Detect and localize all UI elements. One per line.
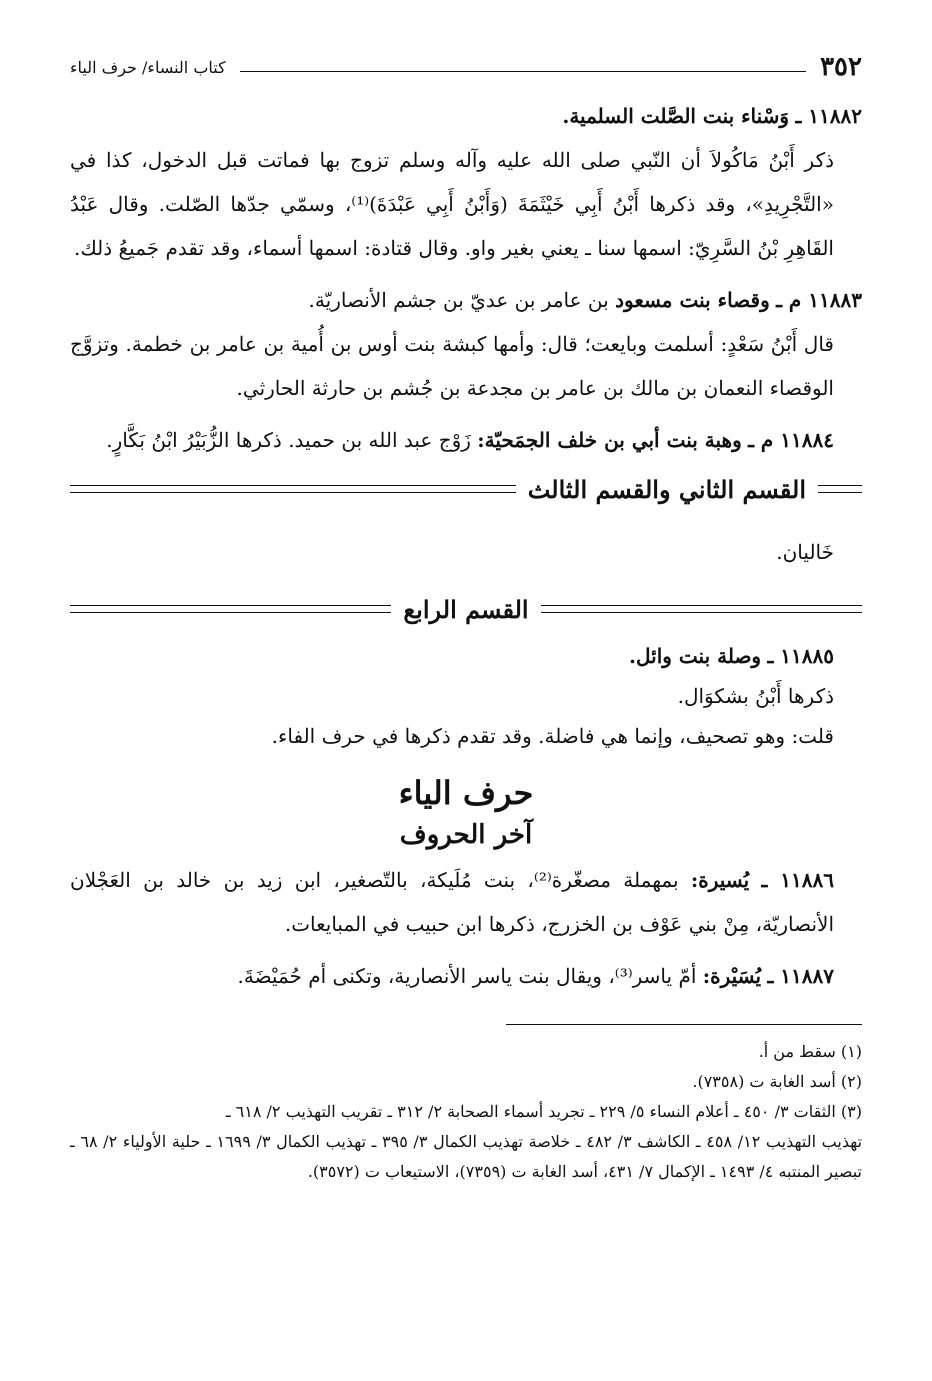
section-divider-fourth — [70, 586, 862, 632]
entry-11882-heading — [70, 94, 862, 138]
entry-text: أمّ ياسر⁽³⁾، ويقال بنت ياسر الأنصارية، وتكنى أم حُمَيْضَةَ. — [237, 964, 697, 988]
entry-number: ١١٨٨٦ ـ — [761, 868, 835, 892]
entry-number: ١١٨٨٢ ـ — [795, 104, 862, 128]
entry-number: ١١٨٨٣ م ـ — [776, 288, 862, 312]
entry-text: زَوْج عبد الله بن حميد. ذكرها الزُّبَيْرُ ابْنُ بَكَّارٍ. — [106, 428, 471, 452]
section-divider-second-third — [70, 466, 862, 512]
entry-number: ١١٨٨٥ ـ — [767, 644, 834, 668]
letter-subheading: آخر الحروف — [399, 820, 533, 850]
entry-name: وَسْناء بنت الصَّلت السلمية. — [562, 104, 790, 128]
entry-11884 — [70, 418, 862, 462]
entry-11883-text: قال أَبْنُ سَعْدٍ: أسلمت وبايعت؛ قال: وأمها كبشة بنت أوس بن أُمية بن عامر بن خطمة. وتزوَّج الوقصاء النعمان بن مالك بن عامر بن مجدعة بن جُشم بن حارثة الحارثي. — [70, 332, 834, 400]
entry-name: وهبة بنت أبي بن خلف الجمَحيّة: — [477, 428, 742, 452]
running-header — [70, 48, 862, 86]
entry-name: وقصاء بنت مسعود — [615, 288, 770, 312]
section-title: القسم الثاني والقسم الثالث — [527, 474, 806, 504]
entry-11887 — [70, 954, 862, 998]
double-rule — [70, 485, 516, 493]
entry-number: ١١٨٨٤ م ـ — [748, 428, 834, 452]
header-rule — [240, 71, 806, 72]
footnote-3-continuation: تهذيب التهذيب ١٢/ ٤٥٨ ـ الكاشف ٣/ ٤٨٢ ـ خلاصة تهذيب الكمال ٣/ ٣٩٥ ـ تهذيب الكمال ٣/ ١٦٩٩ ـ حلية الأولياء ٢/ ٦٨ ـ تبصير المنتبه ٤/ ١٤٩٣ ـ الإكمال ٧/ ٤٣١، أسد الغابة ت (٧٣٥٩)، الاستيعاب ت (٣٥٧٢). — [70, 1132, 863, 1181]
double-rule — [70, 605, 391, 613]
empty-sections-note: خَاليان. — [776, 540, 834, 564]
section-title: القسم الرابع — [403, 594, 529, 624]
footnote-2: (٢) أسد الغابة ت (٧٣٥٨). — [692, 1072, 862, 1091]
double-rule — [541, 605, 862, 613]
entry-name: وصلة بنت وائل. — [629, 644, 762, 668]
entry-number: ١١٨٨٧ ـ — [767, 964, 834, 988]
entry-name: يُسَيْرة: — [702, 964, 762, 988]
running-title: كتاب النساء/ حرف الياء — [70, 57, 226, 77]
entry-11886 — [70, 858, 862, 946]
entry-11883-heading — [70, 278, 862, 322]
entry-11885-line1: ذكرها أَبْنُ بشكوَال. — [677, 684, 834, 708]
book-page — [70, 48, 862, 1187]
entry-11885-line2: قلت: وهو تصحيف، وإنما هي فاضلة. وقد تقدم ذكرها في حرف الفاء. — [271, 724, 834, 748]
entry-name: يُسيرة: — [690, 868, 750, 892]
double-rule — [818, 485, 862, 493]
footnote-rule — [506, 1024, 862, 1025]
page-number: ٣٥٢ — [820, 52, 862, 82]
letter-heading: حرف الياء — [398, 774, 534, 812]
entry-lineage: بن عامر بن عديّ بن جشم الأنصاريّة. — [308, 288, 609, 312]
entry-text: بمهملة مصغّرة⁽²⁾، بنت مُلَيكة، بالتّصغير، ابن زيد بن خالد بن العَجْلان الأنصاريّة، مِنْ بني عَوْف بن الخزرج، ذكرها ابن حبيب في المبايعات. — [70, 868, 834, 936]
footnote-3: (٣) الثقات ٣/ ٤٥٠ ـ أعلام النساء ٥/ ٢٢٩ ـ تجريد أسماء الصحابة ٢/ ٣١٢ ـ تقريب التهذيب ٢/ ٦١٨ ـ — [225, 1102, 862, 1121]
entry-11882-text: ذكر أَبْنُ مَاكُولاَ أن النّبي صلى الله عليه وآله وسلم تزوج بها فماتت قبل الدخول، كذا في «التَّجْرِيدِ»، وقد ذكرها أَبْنُ أَبِي خَيْثَمَةَ (وَأَبْنُ أَبِي عَبْدَةَ)⁽¹⁾، وسمّي جدّها الصّلت. وقال عَبْدُ القَاهِرِ بْنُ السَّرِيّ: اسمها سنا ـ يعني بغير واو. وقال قتادة: اسمها أسماء، وقد تقدم جَميعُ ذلك. — [70, 148, 834, 260]
footnote-1: (١) سقط من أ. — [758, 1042, 862, 1061]
entry-11885-heading — [70, 636, 862, 676]
